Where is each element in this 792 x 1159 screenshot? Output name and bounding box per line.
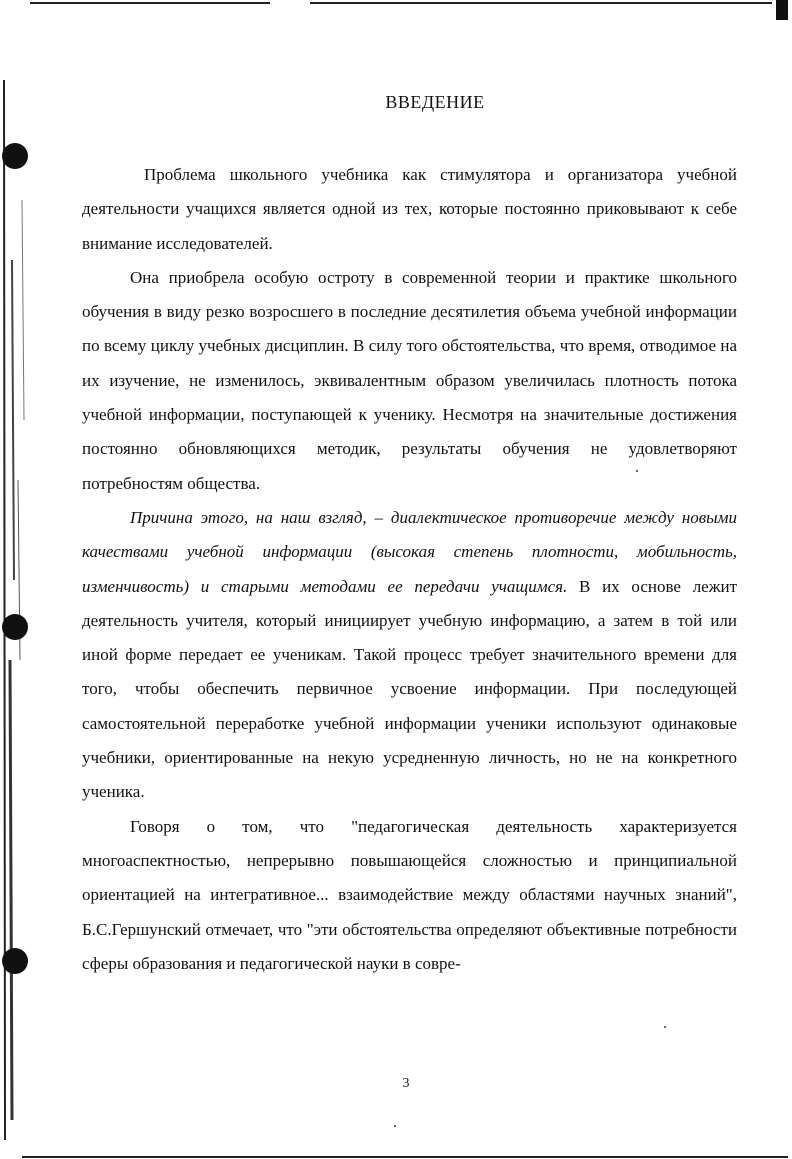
scan-corner-mark [776,0,788,20]
punch-hole-bottom [2,948,28,974]
scan-speck [664,1026,666,1028]
scan-binding-edge [0,60,36,1150]
page-title: ВВЕДЕНИЕ [385,92,485,112]
paragraph-2: Она приобрела особую остроту в современной теории и практике школьного обучения в виду резко возросшего в последние десятилетия объема учебной информации по всему циклу учебных дисциплин. В силу того обстоятельства, что время, отводимое на их изучение, не изменилось, эквивалентным образом увеличилась плотность потока учебной информации, поступающей к ученику. Несмотря на значительные достижения постоянно обновляющихся методик, результаты обучения не удовлетворяют потребностям общества. [82,267,737,493]
paragraph-3 [82,501,737,810]
punch-hole-middle [2,614,28,640]
scan-speck [636,470,638,472]
paragraph-3-emphasis: Причина этого, на наш взгляд, – диалектическое противоречие между новыми качествами учебной информации (высокая степень плотности, мобильность, изменчивость) и старыми методами ее передачи учащимся. [82,507,737,596]
paragraph-4: Говоря о том, что "педагогическая деятельность характеризуется многоаспектностью, непрерывно повышающейся сложностью и принципиальной ориентацией на интегративное... взаимодействие между областями научных знаний", Б.С.Гершунский отмечает, что "эти обстоятельства определяют объективные потребности сферы образования и педагогической науки в совре- [82,816,737,973]
page-number: 3 [402,1076,410,1091]
punch-hole-top [2,143,28,169]
paragraph-1: Проблема школьного учебника как стимулятора и организатора учебной деятельности учащихся является одной из тех, которые постоянно приковывают к себе внимание исследователей. [82,165,737,253]
scan-bottom-rule [22,1156,788,1158]
body-text [82,158,737,981]
scan-speck [394,1125,396,1127]
paragraph-3-rest: В их основе лежит деятельность учителя, который инициирует учебную информацию, а затем в той или иной форме передает ее ученикам. Такой процесс требует значительного времени для того, чтобы обеспечить первичное усвоение информации. При последующей самостоятельной переработке учебной информации ученики используют одинаковые учебники, ориентированные на некую усредненную личность, но не на конкретного ученика. [82,576,737,802]
scan-top-gap [270,2,310,4]
scan-top-rule [30,2,772,4]
